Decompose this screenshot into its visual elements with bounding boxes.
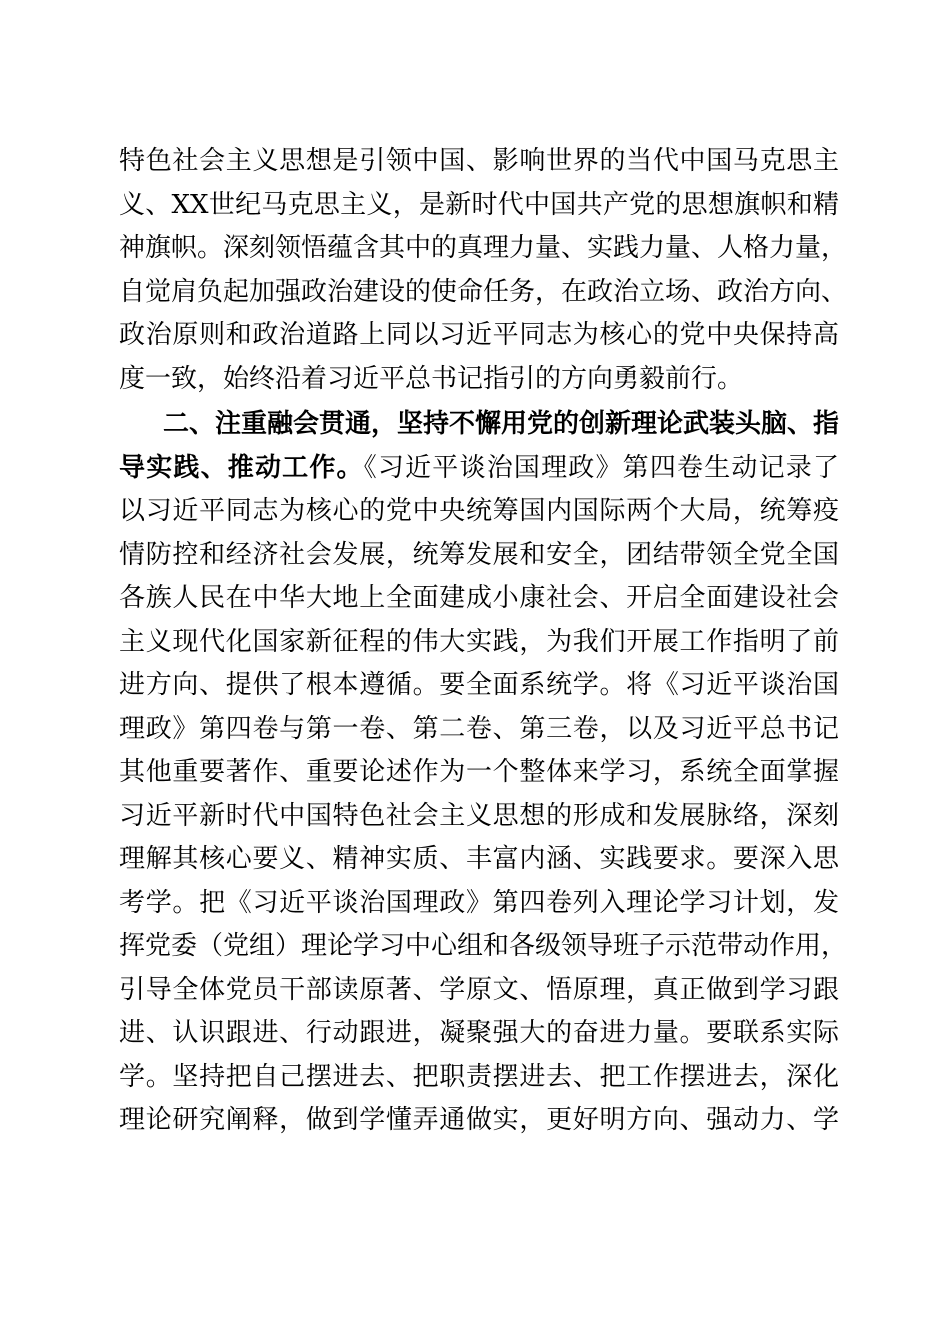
text-line: 政治原则和政治道路上同以习近平同志为核心的党中央保持高	[119, 320, 839, 350]
text-line: 度一致，始终沿着习近平总书记指引的方向勇毅前行。	[119, 363, 744, 394]
text-line: 义、XX世纪马克思主义，是新时代中国共产党的思想旗帜和精	[119, 189, 839, 220]
text-line: 自觉肩负起加强政治建设的使命任务，在政治立场、政治方向、	[119, 276, 848, 307]
text-line: 考学。把《习近平谈治国理政》第四卷列入理论学习计划，发	[119, 887, 839, 918]
paragraph-2	[119, 403, 848, 1143]
text-line: 进、认识跟进、行动跟进，凝聚强大的奋进力量。要联系实际	[119, 1018, 839, 1048]
text-line: 以习近平同志为核心的党中央统筹国内国际两个大局，统筹疫	[119, 496, 839, 526]
text-line: 理解其核心要义、精神实质、丰富内涵、实践要求。要深入思	[119, 844, 839, 874]
text-run: 《习近平谈治国理政》第四卷生动记录了	[363, 452, 839, 483]
text-line: 理论研究阐释，做到学懂弄通做实，更好明方向、强动力、学	[119, 1105, 839, 1135]
text-line: 各族人民在中华大地上全面建成小康社会、开启全面建设社会	[119, 583, 839, 613]
text-line: 学。坚持把自己摆进去、把职责摆进去、把工作摆进去，深化	[119, 1061, 839, 1092]
section-heading-continued: 导实践、推动工作。	[119, 452, 364, 483]
text-line: 引导全体党员干部读原著、学原文、悟原理，真正做到学习跟	[119, 974, 839, 1005]
section-heading: 二、注重融会贯通，坚持不懈用党的创新理论武装头脑、指	[163, 409, 840, 439]
text-line: 进方向、提供了根本遵循。要全面系统学。将《习近平谈治国	[119, 670, 839, 700]
text-line: 其他重要著作、重要论述作为一个整体来学习，系统全面掌握	[119, 757, 839, 787]
text-line: 特色社会主义思想是引领中国、影响世界的当代中国马克思主	[119, 146, 839, 176]
paragraph-1	[119, 140, 848, 401]
text-line: 情防控和经济社会发展，统筹发展和安全，团结带领全党全国	[119, 539, 839, 570]
text-line: 挥党委（党组）理论学习中心组和各级领导班子示范带动作用，	[119, 931, 848, 961]
text-line: 主义现代化国家新征程的伟大实践，为我们开展工作指明了前	[119, 626, 839, 657]
text-line: 习近平新时代中国特色社会主义思想的形成和发展脉络，深刻	[119, 800, 839, 831]
text-line: 神旗帜。深刻领悟蕴含其中的真理力量、实践力量、人格力量，	[119, 233, 848, 263]
text-line: 理政》第四卷与第一卷、第二卷、第三卷，以及习近平总书记	[119, 713, 839, 744]
text-line	[119, 447, 839, 491]
